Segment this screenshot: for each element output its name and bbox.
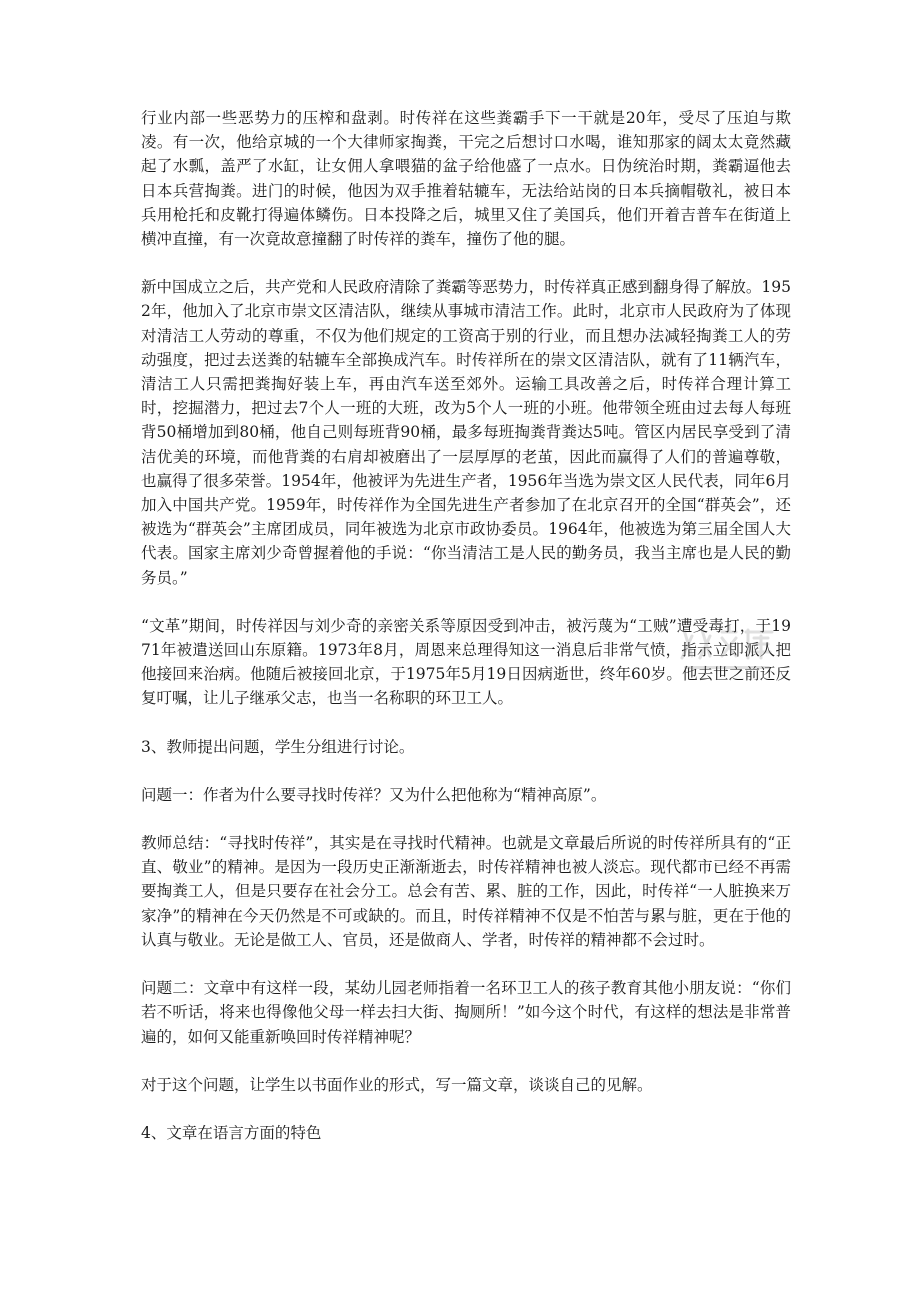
paragraph-4: 3、教师提出问题，学生分组进行讨论。 (141, 737, 415, 756)
document-body (141, 106, 791, 1169)
paragraph-3: “文革”期间，时传祥因与刘少奇的亲密关系等原因受到冲击，被污蔑为“工贼”遭受毒打，于1971年被遣送回山东原籍。1973年8月，周恩来总理得知这一消息后非常气愤，指示立即派人把他接回来治病。他随后被接回北京，于1975年5月19日因病逝世，终年60岁。他去世之前还反复叮嘱，让儿子继承父志，也当一名称职的环卫工人。 (141, 616, 791, 708)
paragraph-9: 4、文章在语言方面的特色 (141, 1123, 322, 1142)
paragraph-7: 问题二：文章中有这样一段，某幼儿园老师指着一名环卫工人的孩子教育其他小朋友说：“你们若不听话，将来也得像他父母一样去扫大街、掏厕所！”如今这个时代，有这样的想法是非常普遍的，如何又能重新唤回时传祥精神呢？ (141, 979, 791, 1046)
paragraph-2: 新中国成立之后，共产党和人民政府清除了粪霸等恶势力，时传祥真正感到翻身得了解放。1952年，他加入了北京市崇文区清洁队，继续从事城市清洁工作。此时，北京市人民政府为了体现对清洁工人劳动的尊重，不仅为他们规定的工资高于别的行业，而且想办法减轻掏粪工人的劳动强度，把过去送粪的轱辘车全部换成汽车。时传祥所在的崇文区清洁队，就有了11辆汽车，清洁工人只需把粪掏好装上车，再由汽车送至郊外。运输工具改善之后，时传祥合理计算工时，挖掘潜力，把过去7个人一班的大班，改为5个人一班的小班。他带领全班由过去每人每班背50桶增加到80桶，他自己则每班背90桶，最多每班掏粪背粪达5吨。管区内居民享受到了清洁优美的环境，而他背粪的右肩却被磨出了一层厚厚的老茧，因此而赢得了人们的普遍尊敬，也赢得了很多荣誉。1954年，他被评为先进生产者，1956年当选为崇文区人民代表，同年6月加入中国共产党。1959年，时传祥作为全国先进生产者参加了在北京召开的全国“群英会”，还被选为“群英会”主席团成员，同年被选为北京市政协委员。1964年，他被选为第三届全国人大代表。国家主席刘少奇曾握着他的手说：“你当清洁工是人民的勤务员，我当主席也是人民的勤务员。” (141, 278, 791, 587)
paragraph-8: 对于这个问题，让学生以书面作业的形式，写一篇文章，谈谈自己的见解。 (141, 1075, 653, 1094)
paragraph-5: 问题一：作者为什么要寻找时传祥？又为什么把他称为“精神高原”。 (141, 785, 607, 804)
paragraph-1: 行业内部一些恶势力的压榨和盘剥。时传祥在这些粪霸手下一干就是20年，受尽了压迫与欺凌。有一次，他给京城的一个大律师家掏粪，干完之后想讨口水喝，谁知那家的阔太太竟然藏起了水瓢，盖严了水缸，让女佣人拿喂猫的盆子给他盛了一点水。日伪统治时期，粪霸逼他去日本兵营掏粪。进门的时候，他因为双手推着轱辘车，无法给站岗的日本兵摘帽敬礼，被日本兵用枪托和皮靴打得遍体鳞伤。日本投降之后，城里又住了美国兵，他们开着吉普车在街道上横冲直撞，有一次竟故意撞翻了时传祥的粪车，撞伤了他的腿。 (141, 109, 791, 249)
paragraph-6: 教师总结：“寻找时传祥”，其实是在寻找时代精神。也就是文章最后所说的时传祥所具有的“正直、敬业”的精神。是因为一段历史正渐渐逝去，时传祥精神也被人淡忘。现代都市已经不再需要掏粪工人，但是只要存在社会分工。总会有苦、累、脏的工作，因此，时传祥“一人脏换来万家净”的精神在今天仍然是不可或缺的。而且，时传祥精神不仅是不怕苦与累与脏，更在于他的认真与敬业。无论是做工人、官员，还是做商人、学者，时传祥的精神都不会过时。 (141, 834, 791, 949)
